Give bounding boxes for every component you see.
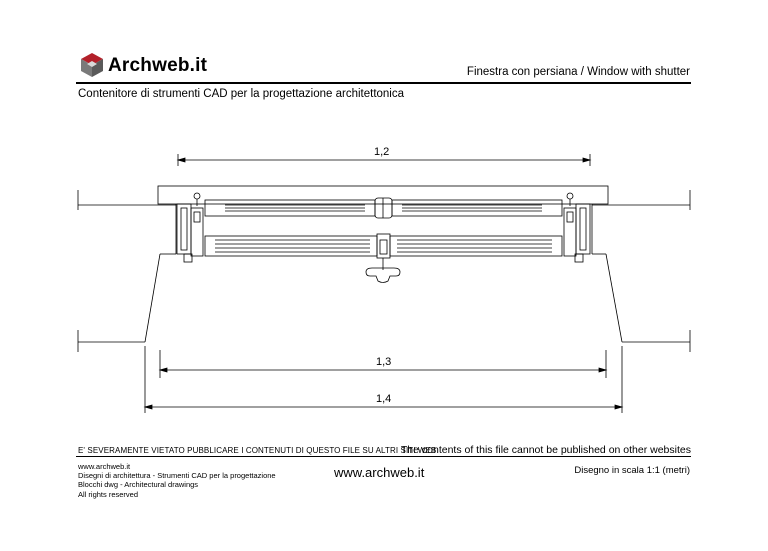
drawing-title: Finestra con persiana / Window with shutter bbox=[466, 66, 690, 78]
warning-italian: E' SEVERAMENTE VIETATO PUBBLICARE I CONTENUTI DI QUESTO FILE SU ALTRI SITI WEB bbox=[78, 446, 437, 455]
footer-site-link[interactable]: www.archweb.it bbox=[334, 465, 425, 480]
footer-info bbox=[78, 462, 276, 499]
dimension-middle-label: 1,3 bbox=[376, 356, 392, 368]
footer-line[interactable]: www.archweb.it bbox=[78, 462, 131, 471]
dimension-bottom-label: 1,4 bbox=[376, 393, 392, 405]
footer-line: Blocchi dwg - Architectural drawings bbox=[78, 480, 199, 490]
dimension-top-label: 1,2 bbox=[374, 146, 390, 158]
brand-name[interactable]: Archweb.it bbox=[108, 55, 208, 76]
footer-line: All rights reserved bbox=[78, 489, 139, 499]
drawing-scale: Disegno in scala 1:1 (metri) bbox=[574, 465, 690, 476]
footer-line: Disegni di architettura - Strumenti CAD per la progettazione bbox=[78, 471, 276, 481]
warning-english: The contents of this file cannot be published on other websites bbox=[400, 444, 691, 456]
page-subtitle: Contenitore di strumenti CAD per la progettazione architettonica bbox=[78, 88, 405, 100]
footer-divider bbox=[76, 456, 691, 457]
